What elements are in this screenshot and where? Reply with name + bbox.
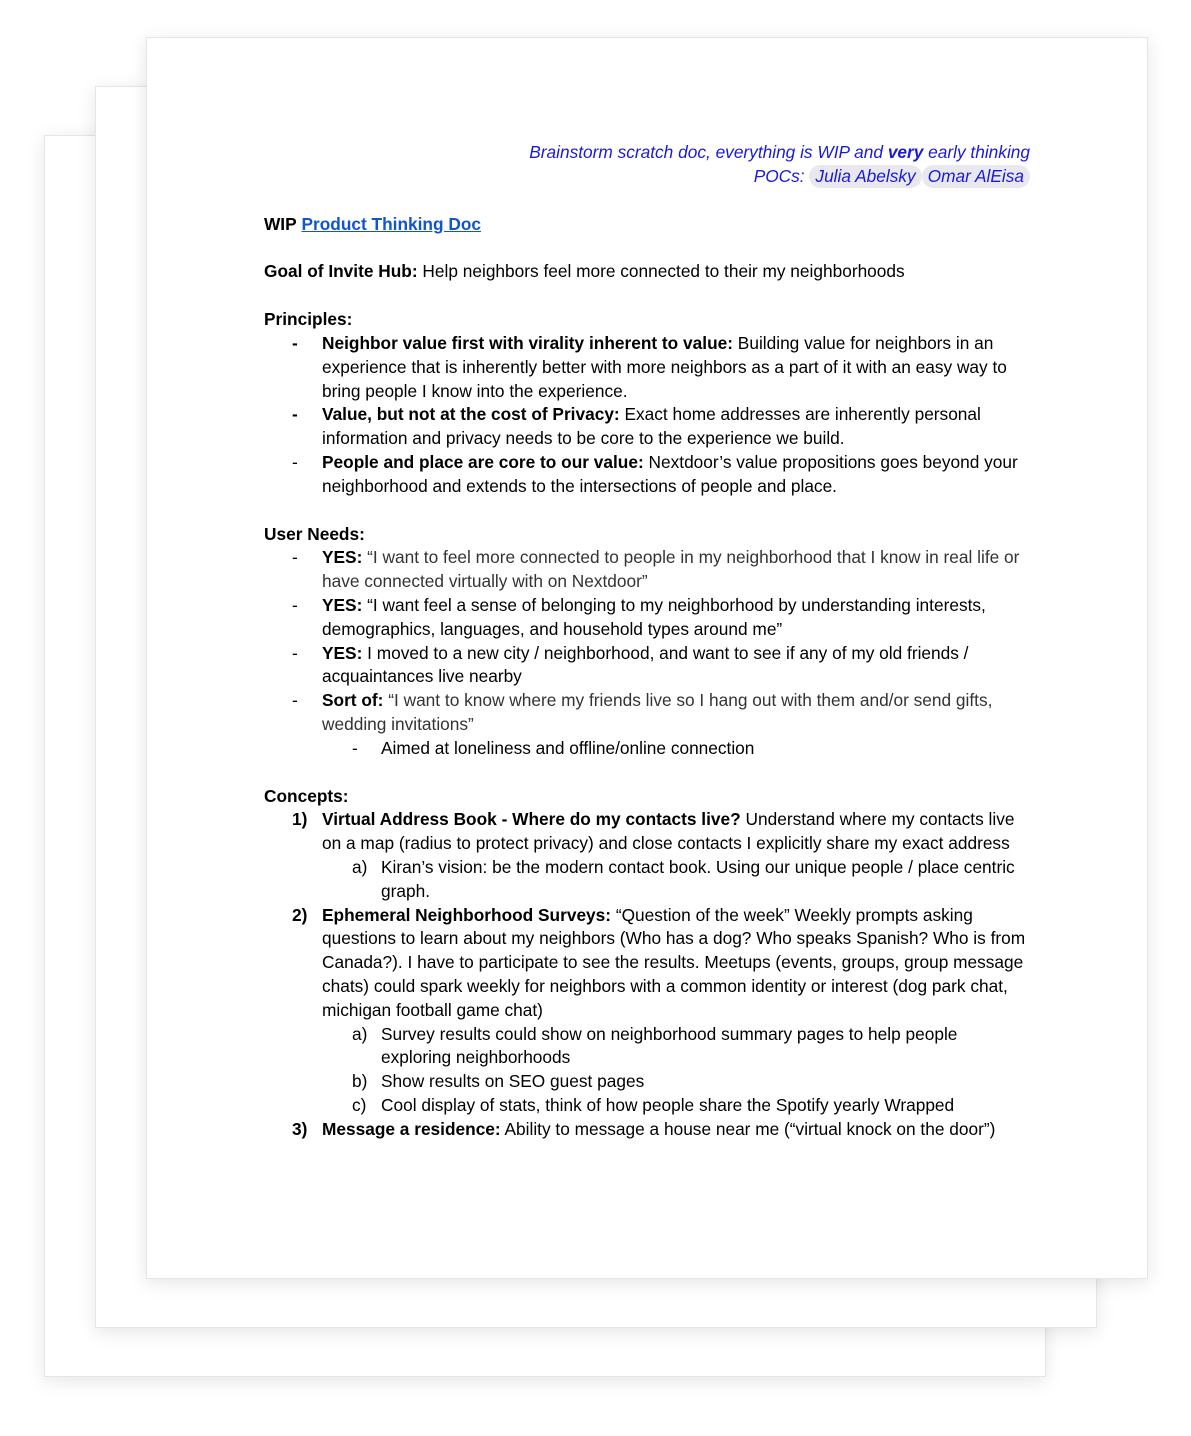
item-text: Show results on SEO guest pages: [381, 1071, 645, 1092]
wip-label: WIP: [264, 213, 297, 234]
item-title: Sort of:: [322, 690, 384, 711]
principles-list: [264, 332, 1030, 499]
number-marker: 3): [292, 1118, 308, 1139]
spacer: [264, 189, 1030, 213]
item-title: Virtual Address Book - Where do my contacts live?: [322, 809, 741, 830]
poc-chip-julia[interactable]: Julia Abelsky: [809, 165, 921, 188]
list-item: [264, 451, 1030, 499]
item-text: Aimed at loneliness and offline/online connection: [381, 737, 755, 758]
wip-line: [264, 213, 1030, 237]
letter-marker: c): [352, 1094, 367, 1115]
item-text: “I want feel a sense of belonging to my neighborhood by understanding interests, demographics, languages, and household types around me”: [322, 594, 986, 639]
item-text: “I want to know where my friends live so I hang out with them and/or send gifts, wedding invitations”: [322, 690, 993, 734]
letter-marker: b): [352, 1071, 368, 1092]
document-body: [264, 141, 1030, 1141]
poc-chip-omar[interactable]: Omar AlEisa: [922, 165, 1030, 188]
bullet-marker: -: [292, 594, 298, 615]
sub-list-item: [264, 1023, 1030, 1071]
bullet-marker: -: [352, 737, 358, 758]
bullet-marker: -: [292, 451, 298, 472]
bullet-marker: -: [292, 690, 298, 711]
item-text: I moved to a new city / neighborhood, and want to see if any of my old friends / acquaintances live nearby: [322, 642, 969, 687]
item-title: YES:: [322, 594, 363, 615]
pocs-line: [264, 165, 1030, 189]
list-item: [264, 808, 1030, 856]
list-item: [264, 546, 1030, 594]
note-text: Brainstorm scratch doc, everything is WIP and: [529, 142, 888, 162]
spacer: [264, 761, 1030, 785]
list-item: [264, 642, 1030, 690]
header-note: [264, 141, 1030, 189]
number-marker: 2): [292, 904, 308, 925]
principles-heading: Principles:: [264, 309, 353, 330]
item-title: Neighbor value first with virality inherent to value:: [322, 332, 733, 353]
item-text: Survey results could show on neighborhood summary pages to help people exploring neighborhoods: [381, 1023, 958, 1068]
sub-list-item: [264, 737, 1030, 761]
number-marker: 1): [292, 809, 308, 830]
bullet-marker: -: [292, 547, 298, 568]
spacer: [264, 236, 1030, 260]
item-text: Understand where my contacts live on a map (radius to protect privacy) and close contacts I explicitly share my exact address: [322, 809, 1015, 854]
item-text: “I want to feel more connected to people in my neighborhood that I know in real life or have connected virtually with on Nextdoor”: [322, 547, 1020, 592]
item-title: YES:: [322, 642, 363, 663]
item-text: Nextdoor’s value propositions goes beyond your neighborhood and extends to the intersections of people and place.: [322, 451, 1018, 496]
sub-list-item: [264, 856, 1030, 904]
concepts-list: [264, 808, 1030, 1141]
product-thinking-doc-link[interactable]: Product Thinking Doc: [301, 213, 481, 234]
concepts-heading: Concepts:: [264, 785, 349, 806]
list-item: [264, 1118, 1030, 1142]
item-title: Value, but not at the cost of Privacy:: [322, 404, 620, 425]
goal-label: Goal of Invite Hub:: [264, 261, 418, 282]
spacer: [264, 499, 1030, 523]
user-needs-heading: User Needs:: [264, 523, 365, 544]
note-emphasis: very: [887, 142, 924, 162]
header-note-line1: [264, 141, 1030, 165]
sub-list-item: [264, 1070, 1030, 1094]
spacer: [264, 284, 1030, 308]
letter-marker: a): [352, 856, 368, 877]
item-text: Exact home addresses are inherently personal information and privacy needs to be core to the experience we build.: [322, 404, 981, 449]
item-title: Message a residence:: [322, 1118, 501, 1139]
list-item: [264, 332, 1030, 403]
item-text: Ability to message a house near me (“virtual knock on the door”): [500, 1118, 996, 1139]
note-text-end: early thinking: [923, 142, 1030, 162]
item-text: “Question of the week” Weekly prompts asking questions to learn about my neighbors (Who has a dog? Who speaks Spanish? Who is from Canada?). I have to participate to see the results. Meetups (events, groups, group message chats) could spark weekly for neighbors with a common identity or interest (dog park chat, michigan football game chat): [322, 904, 1026, 1020]
item-title: People and place are core to our value:: [322, 451, 644, 472]
letter-marker: a): [352, 1023, 368, 1044]
bullet-marker: -: [292, 404, 298, 425]
item-text: Cool display of stats, think of how people share the Spotify yearly Wrapped: [381, 1094, 955, 1115]
list-item: [264, 904, 1030, 1023]
item-text: Building value for neighbors in an experience that is inherently better with more neighbors as a part of it with an easy way to bring people I know into the experience.: [322, 332, 1007, 401]
item-title: YES:: [322, 547, 363, 568]
goal-text: Help neighbors feel more connected to their my neighborhoods: [417, 261, 905, 282]
bullet-marker: -: [292, 642, 298, 663]
item-text: Kiran’s vision: be the modern contact book. Using our unique people / place centric graph.: [381, 856, 1015, 901]
user-needs-list: [264, 546, 1030, 760]
list-item: [264, 594, 1030, 642]
list-item: [264, 689, 1030, 737]
goal-line: [264, 260, 1030, 284]
list-item: [264, 403, 1030, 451]
bullet-marker: -: [292, 332, 298, 353]
item-title: Ephemeral Neighborhood Surveys:: [322, 904, 612, 925]
pocs-label: POCs:: [753, 165, 805, 186]
sub-list-item: [264, 1094, 1030, 1118]
